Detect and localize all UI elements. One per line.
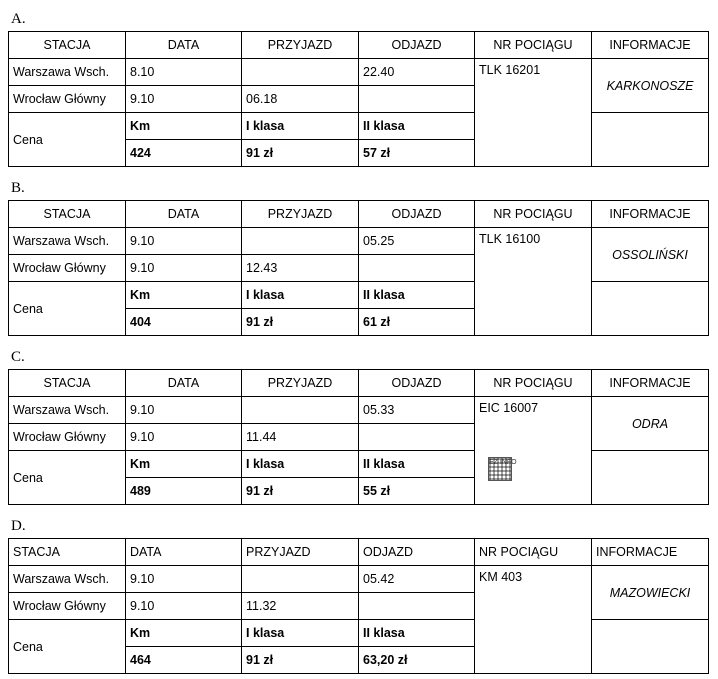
first-class-header: I klasa [242, 451, 359, 478]
table-row [9, 59, 709, 86]
departure-cell: 05.25 [359, 228, 475, 255]
option-label: B. [11, 180, 25, 196]
km-value: 424 [126, 140, 242, 167]
date-cell: 8.10 [126, 59, 242, 86]
table-row [9, 566, 709, 593]
station-cell: Wrocław Główny [9, 593, 126, 620]
col-header-date: DATA [126, 201, 242, 228]
train-name-cell: MAZOWIECKI [592, 566, 709, 620]
departure-cell [359, 593, 475, 620]
col-header-train-number: NR POCIĄGU [475, 539, 592, 566]
km-value: 404 [126, 309, 242, 336]
arrival-cell: 11.44 [242, 424, 359, 451]
first-class-header: I klasa [242, 620, 359, 647]
second-class-price: 55 zł [359, 478, 475, 505]
arrival-cell [242, 59, 359, 86]
station-cell: Wrocław Główny [9, 424, 126, 451]
col-header-date: DATA [126, 370, 242, 397]
price-header-row [9, 282, 709, 309]
col-header-date: DATA [126, 32, 242, 59]
km-header: Km [126, 113, 242, 140]
date-cell: 9.10 [126, 397, 242, 424]
first-class-price: 91 zł [242, 309, 359, 336]
header-row [9, 32, 709, 59]
train-number-cell [475, 397, 592, 505]
price-header-row [9, 451, 709, 478]
timetable [8, 200, 709, 336]
departure-cell [359, 424, 475, 451]
col-header-information: INFORMACJE [592, 539, 709, 566]
first-class-price: 91 zł [242, 647, 359, 674]
km-value: 489 [126, 478, 242, 505]
arrival-cell [242, 228, 359, 255]
price-label: Cena [9, 113, 126, 167]
date-cell: 9.10 [126, 593, 242, 620]
departure-cell: 05.33 [359, 397, 475, 424]
train-number-cell: TLK 16100 [475, 228, 592, 336]
station-cell: Warszawa Wsch. [9, 566, 126, 593]
price-label: Cena [9, 620, 126, 674]
train-name-cell: KARKONOSZE [592, 59, 709, 113]
header-row [9, 201, 709, 228]
second-class-header: II klasa [359, 451, 475, 478]
arrival-cell: 11.32 [242, 593, 359, 620]
first-class-header: I klasa [242, 282, 359, 309]
header-row [9, 370, 709, 397]
first-class-header: I klasa [242, 113, 359, 140]
col-header-arrival: PRZYJAZD [242, 370, 359, 397]
option-label: C. [11, 349, 25, 365]
km-header: Km [126, 282, 242, 309]
km-header: Km [126, 620, 242, 647]
price-label: Cena [9, 451, 126, 505]
col-header-information: INFORMACJE [592, 32, 709, 59]
table-row [9, 228, 709, 255]
col-header-train-number: NR POCIĄGU [475, 201, 592, 228]
train-number: EIC 16007 [479, 401, 539, 415]
col-header-station: STACJA [9, 201, 126, 228]
timetable [8, 31, 709, 167]
departure-cell [359, 255, 475, 282]
price-header-row [9, 620, 709, 647]
info-empty-cell [592, 451, 709, 505]
header-row [9, 539, 709, 566]
station-cell: Warszawa Wsch. [9, 59, 126, 86]
station-cell: Wrocław Główny [9, 86, 126, 113]
date-cell: 9.10 [126, 228, 242, 255]
train-number-cell: TLK 16201 [475, 59, 592, 167]
train-name-cell: OSSOLIŃSKI [592, 228, 709, 282]
second-class-price: 57 zł [359, 140, 475, 167]
col-header-arrival: PRZYJAZD [242, 201, 359, 228]
col-header-arrival: PRZYJAZD [242, 32, 359, 59]
date-cell: 9.10 [126, 86, 242, 113]
train-name-cell: ODRA [592, 397, 709, 451]
info-empty-cell [592, 113, 709, 167]
option-label: D. [11, 518, 26, 534]
timetable [8, 538, 709, 674]
departure-cell: 05.42 [359, 566, 475, 593]
second-class-price: 63,20 zł [359, 647, 475, 674]
col-header-station: STACJA [9, 539, 126, 566]
km-header: Km [126, 451, 242, 478]
table-row [9, 397, 709, 424]
col-header-information: INFORMACJE [592, 201, 709, 228]
price-label: Cena [9, 282, 126, 336]
date-cell: 9.10 [126, 424, 242, 451]
col-header-station: STACJA [9, 370, 126, 397]
qr-code-icon: EZ INFO [488, 457, 512, 481]
station-cell: Wrocław Główny [9, 255, 126, 282]
col-header-information: INFORMACJE [592, 370, 709, 397]
col-header-departure: ODJAZD [359, 539, 475, 566]
info-empty-cell [592, 282, 709, 336]
col-header-station: STACJA [9, 32, 126, 59]
col-header-date: DATA [126, 539, 242, 566]
timetable [8, 369, 709, 505]
departure-cell [359, 86, 475, 113]
arrival-cell: 06.18 [242, 86, 359, 113]
col-header-train-number: NR POCIĄGU [475, 370, 592, 397]
info-empty-cell [592, 620, 709, 674]
second-class-header: II klasa [359, 282, 475, 309]
col-header-departure: ODJAZD [359, 32, 475, 59]
second-class-price: 61 zł [359, 309, 475, 336]
departure-cell: 22.40 [359, 59, 475, 86]
price-header-row [9, 113, 709, 140]
arrival-cell [242, 566, 359, 593]
first-class-price: 91 zł [242, 478, 359, 505]
col-header-departure: ODJAZD [359, 201, 475, 228]
first-class-price: 91 zł [242, 140, 359, 167]
option-label: A. [11, 11, 26, 27]
station-cell: Warszawa Wsch. [9, 228, 126, 255]
date-cell: 9.10 [126, 255, 242, 282]
col-header-departure: ODJAZD [359, 370, 475, 397]
date-cell: 9.10 [126, 566, 242, 593]
station-cell: Warszawa Wsch. [9, 397, 126, 424]
second-class-header: II klasa [359, 620, 475, 647]
arrival-cell: 12.43 [242, 255, 359, 282]
second-class-header: II klasa [359, 113, 475, 140]
col-header-arrival: PRZYJAZD [242, 539, 359, 566]
train-number-cell: KM 403 [475, 566, 592, 674]
km-value: 464 [126, 647, 242, 674]
arrival-cell [242, 397, 359, 424]
col-header-train-number: NR POCIĄGU [475, 32, 592, 59]
